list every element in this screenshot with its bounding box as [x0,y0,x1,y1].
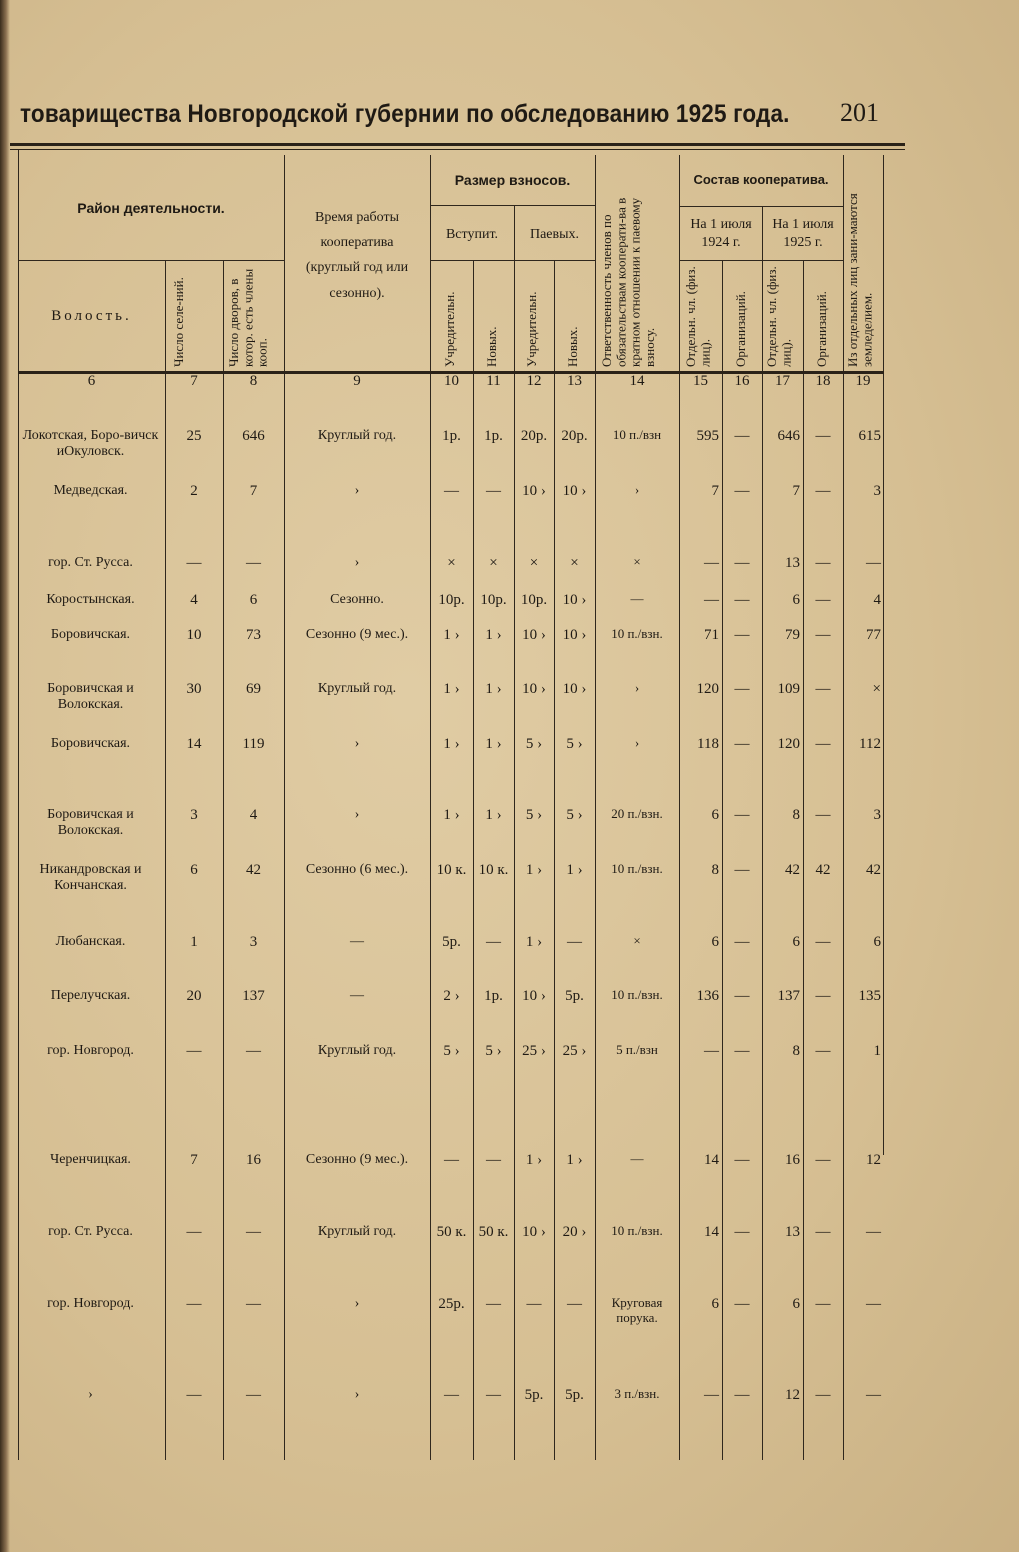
column-divider [762,207,763,1460]
table-cell-c7: 3 [190,807,198,823]
header-jul1925: На 1 июля 1925 г. [772,217,834,250]
column-number: 17 [775,373,790,389]
table-cell-volost: Черенчицкая. [50,1152,131,1167]
header-share: Паевых. [529,227,580,242]
table-cell-c9: — [350,988,364,1003]
table-cell-c10: 1 › [443,627,460,643]
table-cell-c8: — [246,555,261,571]
table-cell-c15: 6 [711,934,719,950]
header-fees: Размер взносов. [454,172,571,188]
table-cell-c17: 6 [792,934,800,950]
table-cell-c14: 3 п./взн. [614,1386,660,1401]
table-cell-c7: 2 [190,483,198,499]
page-binding-edge [0,0,10,1552]
header-1924-individuals: Отдельн. чл. (физ. лиц). [683,266,713,367]
table-cell-c14: 10 п./взн. [611,1223,663,1238]
table-cell-c12: 25 › [522,1043,546,1059]
table-cell-c17: 137 [777,988,800,1004]
table-cell-c16: — [734,1043,750,1059]
table-cell-c19: 615 [858,428,881,444]
table-cell-c19: 3 [873,483,881,499]
table-cell-c18: — [815,428,831,444]
table-cell-c16: — [734,934,750,950]
table-cell-c8: 6 [249,592,258,608]
table-cell-c17: 42 [785,862,800,878]
column-number: 11 [486,373,501,389]
table-cell-c18: — [815,1043,831,1059]
column-number: 12 [526,373,542,389]
table-cell-c17: 79 [785,627,800,643]
table-cell-volost: гор. Ст. Русса. [48,1224,133,1239]
table-cell-c15: — [704,555,719,571]
table-cell-c10: 5 › [443,1043,460,1059]
table-cell-c9: Сезонно (6 мес.). [305,862,409,877]
table-cell-c13: 5р. [565,988,584,1004]
table-cell-c9: Сезонно (9 мес.). [305,627,409,642]
table-cell-c19: — [866,1387,881,1403]
table-cell-c16: — [734,862,750,878]
table-cell-volost: Боровичская и Волокская. [47,681,134,713]
table-cell-c19: 4 [873,592,881,608]
table-cell-c11: 1 › [485,736,502,752]
table-cell-c18: — [815,736,831,752]
table-cell-c17: 109 [777,681,800,697]
table-cell-c9: Круглый год. [317,1043,397,1058]
table-cell-c16: — [734,592,750,608]
table-cell-c9: Сезонно. [330,592,384,607]
table-cell-c11: 10р. [480,592,507,608]
table-cell-c12: 1 › [525,862,543,878]
table-cell-c11: 1 › [485,627,502,643]
table-cell-c13: × [570,555,579,571]
table-cell-c17: 6 [792,1296,800,1312]
table-cell-c18: — [815,681,831,697]
table-cell-c14: › [634,735,640,750]
table-cell-c17: 13 [785,555,800,571]
table-cell-c17: 120 [777,736,800,752]
table-cell-c10: 10 к. [436,862,467,878]
table-cell-c12: 5р. [524,1387,544,1403]
header-farming: Из отдельных лиц зани-маются земледелием. [845,193,875,367]
table-cell-volost: Боровичская и Волокская. [47,807,134,839]
table-cell-c11: — [486,483,501,499]
table-cell-c16: — [734,555,750,571]
table-cell-c14: — [630,1151,644,1166]
table-cell-c11: 1 › [485,807,502,823]
table-cell-c7: 1 [190,934,198,950]
table-cell-c18: — [815,1387,831,1403]
header-liability: Ответственность членов по обязательствам кооперати-ва в кратном отношении к паевому взносу. [599,197,657,367]
column-number: 8 [249,373,258,389]
table-cell-c11: — [486,1296,501,1312]
table-cell-c16: — [734,988,750,1004]
header-jul1924: На 1 июля 1924 г. [690,217,752,250]
table-cell-c19: 112 [859,736,881,752]
table-cell-volost: Коростынская. [46,592,135,607]
header-composition: Состав кооператива. [693,172,829,187]
table-cell-c10: 1р. [442,428,461,444]
table-cell-volost: гор. Новгород. [47,1296,134,1311]
table-cell-c7: — [186,1296,202,1312]
table-cell-c14: 10 п./взн [612,427,662,442]
column-number: 10 [444,373,459,389]
table-cell-c10: 25р. [438,1296,465,1312]
table-cell-c10: 1 › [443,736,460,752]
table-cell-volost: Боровичская. [50,627,131,642]
table-cell-c8: 69 [246,681,261,697]
table-cell-c12: — [526,1296,542,1312]
table-cell-c13: — [567,934,582,950]
table-cell-c8: — [246,1387,261,1403]
table-cell-volost: › [88,1387,93,1402]
table-cell-c12: 10 › [522,1224,546,1240]
page-header-title: товарищества Новгородской губернии по обследованию 1925 года. [20,100,790,128]
table-cell-c14: › [634,680,640,695]
table-cell-c13: — [567,1296,582,1312]
header-entry-new: Новых. [484,326,499,367]
table-cell-c9: Круглый год. [317,681,397,696]
table-cell-c19: 3 [873,807,881,823]
table-cell-c12: 10 › [522,483,546,499]
table-cell-c11: — [486,1152,501,1168]
table-cell-c15: 14 [704,1224,719,1240]
table-cell-c9: › [354,555,360,570]
header-district: Район деятельности. [77,200,225,216]
table-cell-c13: 20р. [561,428,588,444]
table-cell-c13: 10 › [562,592,587,608]
table-cell-c12: 10 › [522,627,546,643]
table-cell-c10: 1 › [443,681,460,697]
table-cell-c10: 5р. [442,934,461,950]
table-cell-volost: Локотская, Боро-вичск иОкуловск. [22,428,159,460]
table-cell-c18: — [815,934,831,950]
header-divider [18,260,284,261]
table-cell-c14: 5 п./взн [616,1042,658,1057]
column-number: 7 [190,373,198,389]
table-cell-c16: — [734,1387,750,1403]
column-number: 9 [353,373,361,389]
table-cell-c19: 6 [873,934,881,950]
column-number: 18 [815,373,831,389]
table-cell-c8: — [246,1224,261,1240]
table-cell-volost: гор. Новгород. [47,1043,134,1058]
table-cell-c9: › [354,736,360,751]
table-cell-c14: Круговая порука. [611,1295,663,1325]
table-cell-c19: 42 [866,862,881,878]
table-cell-c9: › [354,1387,360,1402]
header-volost: Волость. [51,308,132,324]
table-cell-c13: 25 › [562,1043,587,1059]
table-cell-c17: 8 [792,807,800,823]
table-cell-c9: › [354,807,360,822]
table-cell-c16: — [734,736,750,752]
table-cell-volost: Медведская. [53,483,128,498]
table-cell-c12: 1 › [525,934,543,950]
table-cell-c19: — [866,555,881,571]
table-cell-c14: 10 п./взн. [611,626,663,641]
table-cell-c17: 16 [785,1152,800,1168]
table-cell-c7: — [186,1387,202,1403]
table-cell-c7: 30 [186,681,202,697]
table-cell-c11: 10 к. [478,862,509,878]
column-number: 16 [734,373,750,389]
table-cell-c7: 4 [190,592,198,608]
table-cell-c15: — [704,1043,719,1059]
table-cell-c15: — [704,1387,719,1403]
table-cell-c8: 16 [246,1152,261,1168]
table-cell-volost: Перелучская. [50,988,131,1003]
table-cell-c18: — [815,1152,831,1168]
table-cell-c12: 5 › [525,807,543,823]
header-divider [430,205,595,206]
table-top-rule [10,143,905,146]
table-cell-volost: гор. Ст. Русса. [48,555,133,570]
table-cell-c12: 10 › [522,988,546,1004]
table-cell-c15: 136 [696,988,719,1004]
header-entry-founders: Учредительн. [442,291,457,367]
header-1925-individuals: Отдельн. чл. (физ. лиц). [764,266,794,367]
header-work-time: Время работы кооператива (круглый год или сезонно). [305,210,409,301]
table-cell-c18: 42 [815,862,831,878]
table-cell-c7: 10 [186,627,202,643]
header-share-founders: Учредительн. [524,291,539,367]
column-number: 14 [629,373,645,389]
table-cell-c15: 595 [696,428,719,444]
header-entry: Вступит. [445,227,499,242]
table-cell-c19: 77 [866,627,881,643]
table-cell-c16: — [734,627,750,643]
table-cell-c13: 5 › [566,807,583,823]
column-number: 6 [87,373,96,389]
table-cell-c13: 10 › [562,627,587,643]
table-cell-c7: 14 [186,736,202,752]
table-cell-c7: 25 [186,428,202,444]
table-cell-c10: 1 › [443,807,460,823]
table-cell-c15: 14 [704,1152,719,1168]
table-cell-c11: — [486,934,501,950]
table-cell-c15: 6 [711,807,719,823]
table-cell-c15: 8 [711,862,719,878]
table-cell-c17: 6 [792,592,800,608]
table-cell-c9: Сезонно (9 мес.). [305,1152,409,1167]
table-cell-c19: — [866,1296,881,1312]
table-cell-c8: 4 [249,807,258,823]
table-cell-c16: — [734,1152,750,1168]
header-divider [679,206,843,207]
table-cell-c14: 10 п./взн. [611,861,663,876]
table-cell-c9: Круглый год. [317,1224,397,1239]
table-cell-c11: 1р. [484,988,503,1004]
table-cell-c12: × [529,555,539,571]
table-cell-c8: 137 [242,988,265,1004]
table-cell-c12: 5 › [525,736,543,752]
header-households: Число дворов, в котор. есть члены кооп. [226,268,270,367]
table-cell-c18: — [815,807,831,823]
table-cell-c18: — [815,1224,831,1240]
table-cell-c12: 1 › [525,1152,543,1168]
table-cell-c10: × [447,555,456,571]
table-cell-c8: 42 [246,862,261,878]
table-cell-c18: — [815,627,831,643]
page-number: 201 [840,98,879,127]
header-1925-organizations: Организаций. [814,291,829,367]
header-divider [679,260,843,261]
column-divider [883,155,884,1155]
table-cell-c15: 71 [704,627,719,643]
table-cell-c18: — [815,555,831,571]
table-cell-c11: 5 › [485,1043,502,1059]
table-cell-c16: — [734,681,750,697]
table-cell-c14: × [633,554,641,569]
table-cell-c8: 7 [249,483,258,499]
table-cell-c17: 12 [785,1387,800,1403]
table-cell-c13: 10 › [562,483,587,499]
table-cell-c16: — [734,807,750,823]
table-cell-c9: › [354,483,360,498]
table-cell-c12: 20р. [520,428,548,444]
column-number: 13 [567,373,582,389]
table-cell-volost: Любанская. [55,934,126,949]
table-cell-c19: 12 [866,1152,881,1168]
table-cell-c10: — [444,483,459,499]
table-cell-c7: 20 [186,988,202,1004]
header-share-new: Новых. [565,326,580,367]
table-cell-c17: 8 [792,1043,800,1059]
column-number: 19 [855,373,871,389]
table-cell-c16: — [734,483,750,499]
table-cell-c13: 10 › [562,681,587,697]
table-cell-c7: — [186,1043,202,1059]
table-cell-c8: 646 [242,428,265,444]
table-cell-volost: Боровичская. [50,736,131,751]
table-cell-c7: 7 [190,1152,198,1168]
table-cell-c9: — [350,934,364,949]
table-cell-c19: × [872,681,881,697]
table-cell-c10: 50 к. [436,1224,467,1240]
table-cell-c13: 1 › [566,862,583,878]
table-cell-c15: 7 [711,483,719,499]
table-cell-c11: 50 к. [478,1224,509,1240]
table-cell-c16: — [734,1296,750,1312]
table-cell-c15: 118 [697,736,719,752]
table-cell-c8: 3 [249,934,258,950]
column-divider [18,150,19,1460]
table-cell-c17: 13 [785,1224,800,1240]
table-cell-c11: × [489,555,498,571]
table-cell-c9: › [354,1296,360,1311]
table-cell-c17: 7 [792,483,800,499]
table-cell-c11: — [486,1387,501,1403]
table-cell-c7: — [186,1224,202,1240]
table-top-rule-thin [10,149,905,150]
header-1924-organizations: Организаций. [733,291,748,367]
table-cell-c15: — [704,592,719,608]
table-cell-c12: 10 › [522,681,546,697]
table-cell-c13: 20 › [562,1224,587,1240]
column-divider [514,205,515,1460]
table-cell-c18: — [815,483,831,499]
table-cell-c10: — [444,1387,459,1403]
table-cell-c14: › [634,482,640,497]
table-cell-c18: — [815,1296,831,1312]
table-cell-c8: 73 [246,627,261,643]
table-cell-c10: 2 › [443,988,460,1004]
table-cell-c17: 646 [777,428,800,444]
table-cell-c8: 119 [242,736,265,752]
table-cell-c16: — [734,1224,750,1240]
table-cell-c7: 6 [190,862,198,878]
table-cell-c19: — [866,1224,881,1240]
table-cell-c13: 5р. [565,1387,584,1403]
table-cell-c16: — [734,428,750,444]
table-cell-c14: 10 п./взн. [611,987,663,1002]
table-cell-c8: — [246,1296,261,1312]
table-cell-c19: 135 [858,988,881,1004]
table-cell-c14: 20 п./взн. [611,806,663,821]
table-cell-c15: 6 [711,1296,719,1312]
table-cell-c11: 1р. [484,428,503,444]
table-cell-c9: Круглый год. [317,428,397,443]
table-cell-c14: — [630,591,644,606]
table-cell-c7: — [186,555,202,571]
table-cell-c14: × [633,933,641,948]
table-cell-c12: 10р. [520,592,548,608]
table-cell-c13: 1 › [566,1152,583,1168]
table-cell-c10: — [444,1152,459,1168]
table-cell-c11: 1 › [485,681,502,697]
table-cell-c10: 10р. [438,592,465,608]
header-divider [430,260,595,261]
table-cell-volost: Никандровская и Кончанская. [39,862,142,894]
table-cell-c8: — [246,1043,261,1059]
column-number: 15 [693,373,708,389]
table-cell-c18: — [815,988,831,1004]
table-cell-c15: 120 [696,681,719,697]
table-cell-c19: 1 [873,1043,881,1059]
header-settlements: Число селе-ний. [171,277,186,367]
table-cell-c13: 5 › [566,736,583,752]
table-cell-c18: — [815,592,831,608]
